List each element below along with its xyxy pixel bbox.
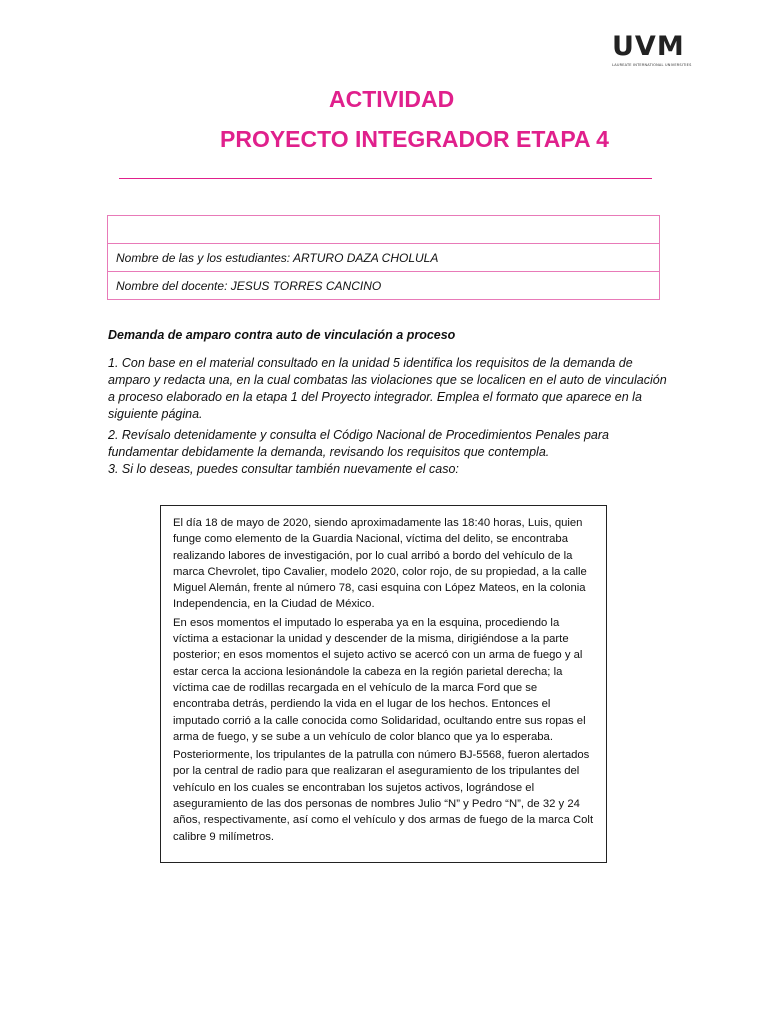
logo-subtitle: LAUREATE INTERNATIONAL UNIVERSITIES — [612, 63, 692, 67]
title-divider — [119, 178, 652, 179]
info-row-empty — [108, 216, 659, 244]
info-row-students: Nombre de las y los estudiantes: ARTURO DAZA CHOLULA — [108, 244, 659, 272]
case-paragraph: Posteriormente, los tripulantes de la patrulla con número BJ-5568, fueron alertados por la central de radio para que realizaran el aseguramiento de los tripulantes del vehículo en los cuales se encontraban los sujetos activos, lográndose el aseguramiento de las dos personas de nombres Julio “N” y Pedro “N”, de 32 y 24 años, respectivamente, así como el vehículo y dos armas de fuego de la marca Colt calibre 9 milímetros. — [173, 749, 594, 843]
student-info-table — [107, 215, 660, 300]
instruction-item: 1. Con base en el material consultado en la unidad 5 identifica los requisitos de la demanda de amparo y redacta una, en la cual combatas las violaciones que se localicen en el auto de vinculación a proceso elaborado en la etapa 1 del Proyecto integrador. Emplea el formato que aparece en la siguiente página. — [108, 356, 667, 421]
instructions — [108, 355, 668, 478]
case-text-box — [160, 505, 607, 863]
case-paragraph: En esos momentos el imputado lo esperaba ya en la esquina, procediendo la víctima a estacionar la unidad y descender de la misma, dirigiéndose a la parte posterior; en esos momentos el sujeto activo se acercó con un arma de fuego y al estar cerca la acciona lesionándole la cabeza en la región parietal derecha; la víctima cae de rodillas recargada en el vehículo de la marca Ford que se encontraba detrás, perdiendo la vida en el lugar de los hechos. Entonces el imputado corrió a la calle conocida como Solidaridad, ocultando entre sus ropas el arma de fuego, y se sube a un vehículo de color blanco que ya lo esperaba. — [173, 616, 586, 743]
page-title: ACTIVIDAD — [329, 86, 455, 112]
info-row-teacher: Nombre del docente: JESUS TORRES CANCINO — [116, 279, 382, 293]
instruction-item: 3. Si lo deseas, puedes consultar también nuevamente el caso: — [108, 462, 459, 476]
page-subtitle: PROYECTO INTEGRADOR ETAPA 4 — [220, 126, 609, 152]
instruction-item: 2. Revísalo detenidamente y consulta el Código Nacional de Procedimientos Penales para fundamentar debidamente la demanda, revisando los requisitos que contempla. — [108, 428, 609, 459]
uvm-logo — [612, 33, 694, 73]
case-paragraph: El día 18 de mayo de 2020, siendo aproximadamente las 18:40 horas, Luis, quien funge como elemento de la Guardia Nacional, víctima del delito, se encontraba realizando labores de investigación, por lo cual arribó a bordo del vehículo de la marca Chevrolet, tipo Cavalier, modelo 2020, color rojo, de su propiedad, a la calle Miguel Alemán, frente al número 78, casi esquina con López Mateos, en la colonia Independencia, en la Ciudad de México. — [173, 517, 587, 611]
logo-text: UVM — [612, 31, 685, 62]
section-title: Demanda de amparo contra auto de vinculación a proceso — [108, 328, 456, 342]
